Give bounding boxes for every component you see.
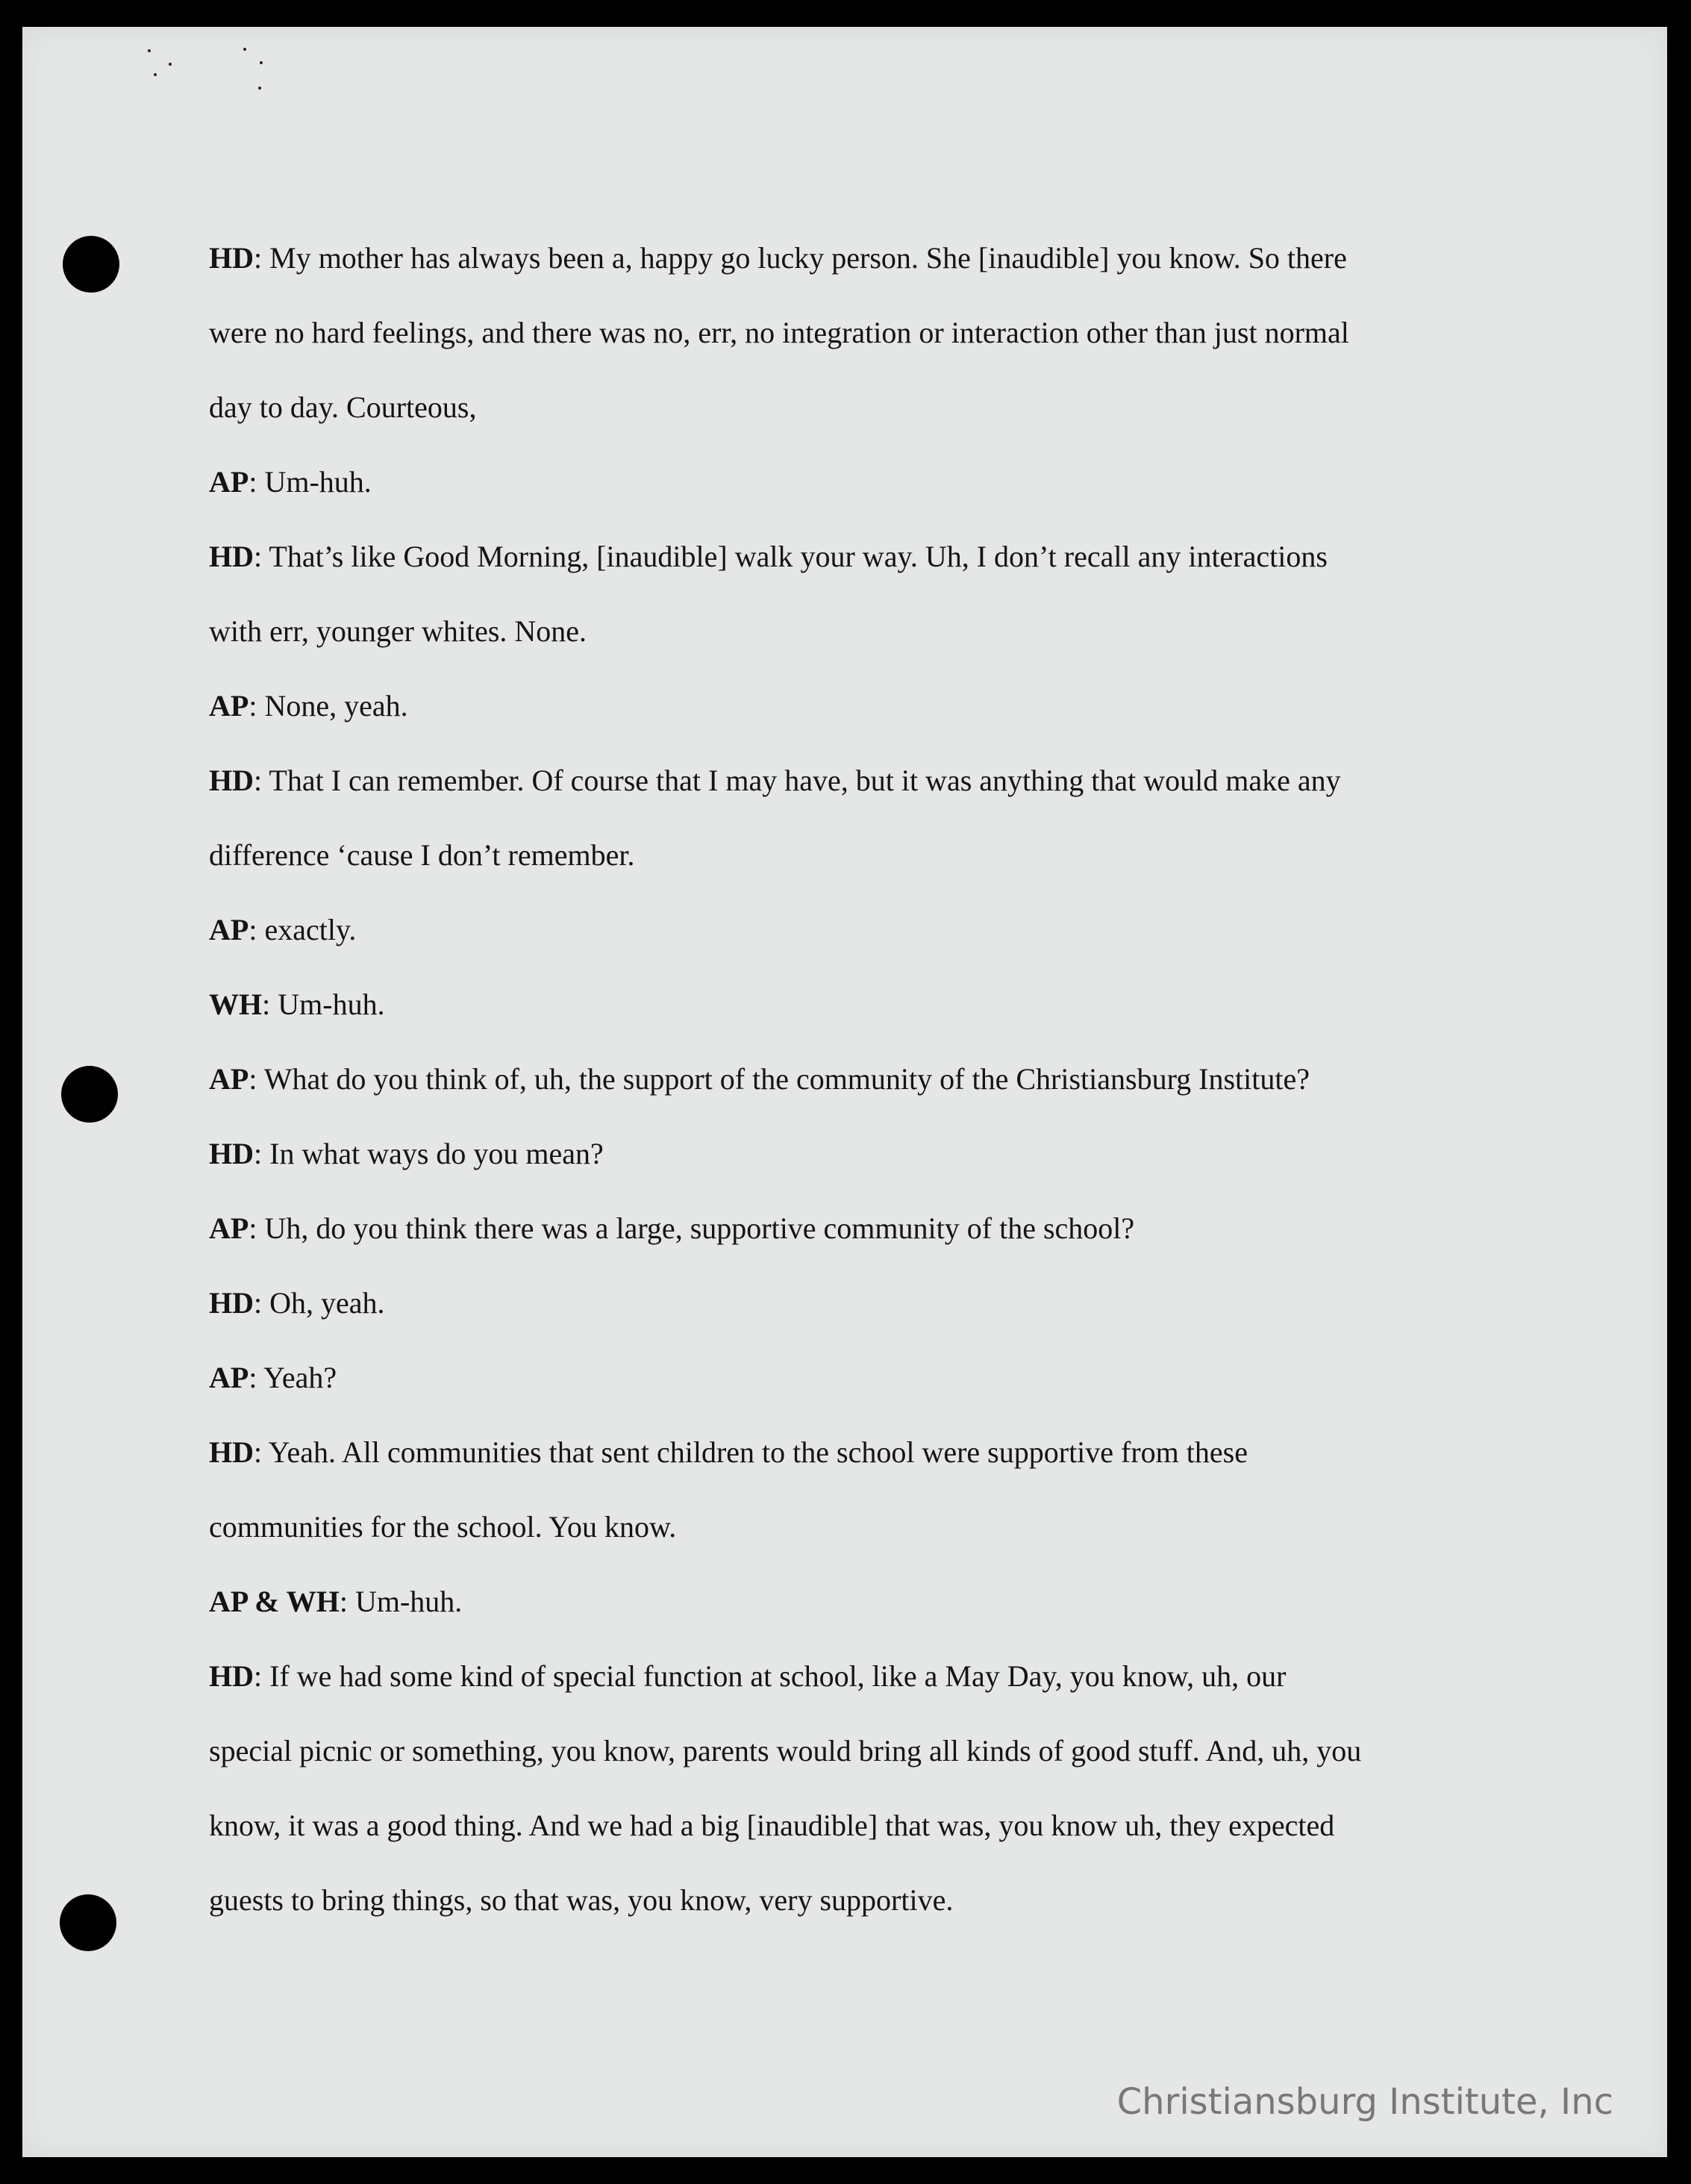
speaker-label: HD — [209, 540, 254, 573]
utterance-text: None, yeah. — [264, 689, 408, 723]
speaker-label: HD — [209, 764, 254, 797]
transcript-line — [209, 221, 1522, 296]
document-page — [22, 27, 1667, 2157]
utterance-text: exactly. — [264, 913, 357, 946]
transcript-line — [209, 967, 1522, 1042]
utterance-text: Um-huh. — [264, 465, 372, 499]
speaker-label: HD — [209, 1137, 254, 1170]
utterance-text: guests to bring things, so that was, you know, very supportive. — [209, 1883, 954, 1917]
transcript-line — [209, 1415, 1522, 1490]
speaker-separator: : — [249, 1361, 263, 1394]
punch-hole-top — [63, 236, 119, 293]
speaker-label: HD — [209, 1435, 254, 1469]
speaker-label: AP & WH — [209, 1585, 340, 1618]
speaker-label: HD — [209, 1286, 254, 1320]
speaker-separator: : — [249, 1062, 264, 1096]
speaker-separator: : — [254, 1435, 269, 1469]
utterance-text: Um-huh. — [354, 1585, 463, 1618]
transcript-line — [209, 445, 1522, 520]
utterance-text: In what ways do you mean? — [269, 1137, 604, 1170]
transcript-line — [209, 1266, 1522, 1341]
speaker-separator: : — [254, 1659, 270, 1693]
transcript-line — [209, 818, 1522, 893]
utterance-text: Uh, do you think there was a large, supportive community of the school? — [264, 1211, 1135, 1245]
speaker-separator: : — [254, 241, 270, 275]
speaker-separator: : — [262, 988, 278, 1021]
utterance-text: My mother has always been a, happy go lucky person. She [inaudible] you know. So there — [269, 241, 1347, 275]
utterance-text: Um-huh. — [278, 988, 385, 1021]
speaker-separator: : — [339, 1585, 355, 1618]
dust-speck — [154, 73, 157, 76]
utterance-text: Oh, yeah. — [269, 1286, 385, 1320]
speaker-separator: : — [249, 689, 265, 723]
transcript-line — [209, 296, 1522, 370]
transcript-line — [209, 1490, 1522, 1564]
dust-speck — [258, 87, 261, 90]
utterance-text: Yeah. All communities that sent children to the school were supportive from these — [268, 1435, 1248, 1469]
watermark: Christiansburg Institute, Inc — [1116, 2081, 1613, 2123]
speaker-separator: : — [254, 1286, 270, 1320]
speaker-separator: : — [254, 540, 269, 573]
dust-speck — [148, 49, 151, 52]
transcript-line — [209, 1863, 1522, 1938]
utterance-text: with err, younger whites. None. — [209, 614, 587, 648]
utterance-text: special picnic or something, you know, parents would bring all kinds of good stuff. And, uh, you — [209, 1734, 1362, 1768]
transcript-line — [209, 1639, 1522, 1714]
transcript-line — [209, 743, 1522, 818]
speaker-label: AP — [209, 689, 249, 723]
speaker-label: AP — [209, 465, 249, 499]
speaker-label: AP — [209, 1361, 249, 1394]
utterance-text: communities for the school. You know. — [209, 1510, 677, 1544]
transcript-line — [209, 370, 1522, 445]
transcript-line — [209, 893, 1522, 967]
utterance-text: day to day. Courteous, — [209, 390, 477, 424]
transcript-line — [209, 1042, 1522, 1117]
transcript-line — [209, 1714, 1522, 1788]
speaker-label: HD — [209, 241, 254, 275]
utterance-text: know, it was a good thing. And we had a big [inaudible] that was, you know uh, they expected — [209, 1809, 1335, 1842]
utterance-text: were no hard feelings, and there was no, err, no integration or interaction other than just normal — [209, 316, 1349, 349]
transcript-line — [209, 520, 1522, 594]
transcript-line — [209, 1117, 1522, 1191]
dust-speck — [169, 63, 172, 66]
speaker-separator: : — [254, 764, 269, 797]
speaker-separator: : — [254, 1137, 270, 1170]
utterance-text: That I can remember. Of course that I may have, but it was anything that would make any — [269, 764, 1341, 797]
utterance-text: If we had some kind of special function at school, like a May Day, you know, uh, our — [269, 1659, 1287, 1693]
dust-speck — [260, 61, 263, 64]
transcript-body — [209, 221, 1522, 1938]
speaker-label: WH — [209, 988, 263, 1021]
punch-hole-bottom — [60, 1894, 116, 1951]
speaker-separator: : — [249, 913, 265, 946]
speaker-separator: : — [249, 465, 265, 499]
utterance-text: difference ‘cause I don’t remember. — [209, 838, 635, 872]
utterance-text: That’s like Good Morning, [inaudible] walk your way. Uh, I don’t recall any interactions — [269, 540, 1328, 573]
transcript-line — [209, 1564, 1522, 1639]
transcript-line — [209, 1341, 1522, 1415]
transcript-line — [209, 1191, 1522, 1266]
speaker-label: HD — [209, 1659, 254, 1693]
transcript-line — [209, 594, 1522, 669]
utterance-text: What do you think of, uh, the support of the community of the Christiansburg Institute? — [263, 1062, 1310, 1096]
speaker-label: AP — [209, 1062, 249, 1096]
punch-hole-middle — [61, 1066, 118, 1123]
utterance-text: Yeah? — [263, 1361, 337, 1394]
speaker-label: AP — [209, 913, 249, 946]
speaker-separator: : — [249, 1211, 265, 1245]
transcript-line — [209, 1788, 1522, 1863]
transcript-line — [209, 669, 1522, 743]
dust-speck — [243, 48, 246, 51]
speaker-label: AP — [209, 1211, 249, 1245]
